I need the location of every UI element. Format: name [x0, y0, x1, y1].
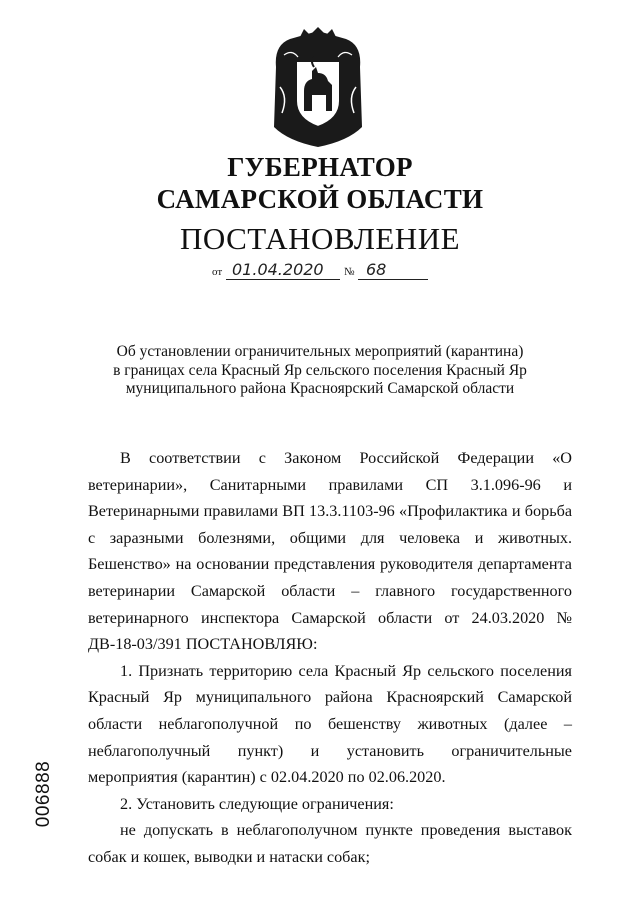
document-type: ПОСТАНОВЛЕНИЕ: [179, 221, 461, 256]
item-2-subitem-1: не допускать в неблагополучном пункте проведения выставок собак и кошек, выводки и натаски собак;: [88, 821, 572, 866]
date-label: от: [212, 266, 223, 278]
document-subject: [100, 343, 540, 399]
coat-of-arms-emblem: [268, 27, 368, 149]
issuer-title: ГУБЕРНАТОР: [227, 152, 413, 182]
subject-line-3: муниципального района Красноярский Самарской области: [125, 380, 515, 397]
number-label: №: [344, 266, 355, 278]
date-number-line: [212, 258, 432, 282]
issuer-region: САМАРСКОЙ ОБЛАСТИ: [156, 184, 484, 214]
date-underline: [226, 279, 340, 280]
document-number: 68: [366, 260, 387, 279]
serial-number-text: 006888: [33, 760, 54, 828]
item-1-paragraph: 1. Признать территорию села Красный Яр сельского поселения Красный Яр муниципального района Красноярский Самарской области неблагополучной по бешенству животных (далее – неблагополучный пункт) и установить ограничительные мероприятия (карантин) с 02.04.2020 по 02.06.2020.: [88, 661, 572, 787]
margin-serial-number: [31, 760, 57, 828]
number-underline: [358, 279, 428, 280]
subject-line-2: в границах села Красный Яр сельского поселения Красный Яр: [113, 361, 527, 379]
document-date: 01.04.2020: [232, 260, 324, 279]
document-body: [88, 445, 572, 871]
preamble-paragraph: В соответствии с Законом Российской Федерации «О ветеринарии», Санитарными правилами СП 3.1.096-96 и Ветеринарными правилами ВП 13.3.1103-96 «Профилактика и борьба с заразными болезнями, общими для человека и животных. Бешенство» на основании представления руководителя департамента ветеринарии Самарской области – главного государственного ветеринарного инспектора Самарской области от 24.03.2020 № ДВ-18-03/391 ПОСТАНОВЛЯЮ:: [88, 449, 572, 654]
subject-line-1: Об установлении ограничительных мероприятий (карантина): [116, 343, 524, 360]
item-2-paragraph: 2. Установить следующие ограничения:: [120, 794, 394, 813]
